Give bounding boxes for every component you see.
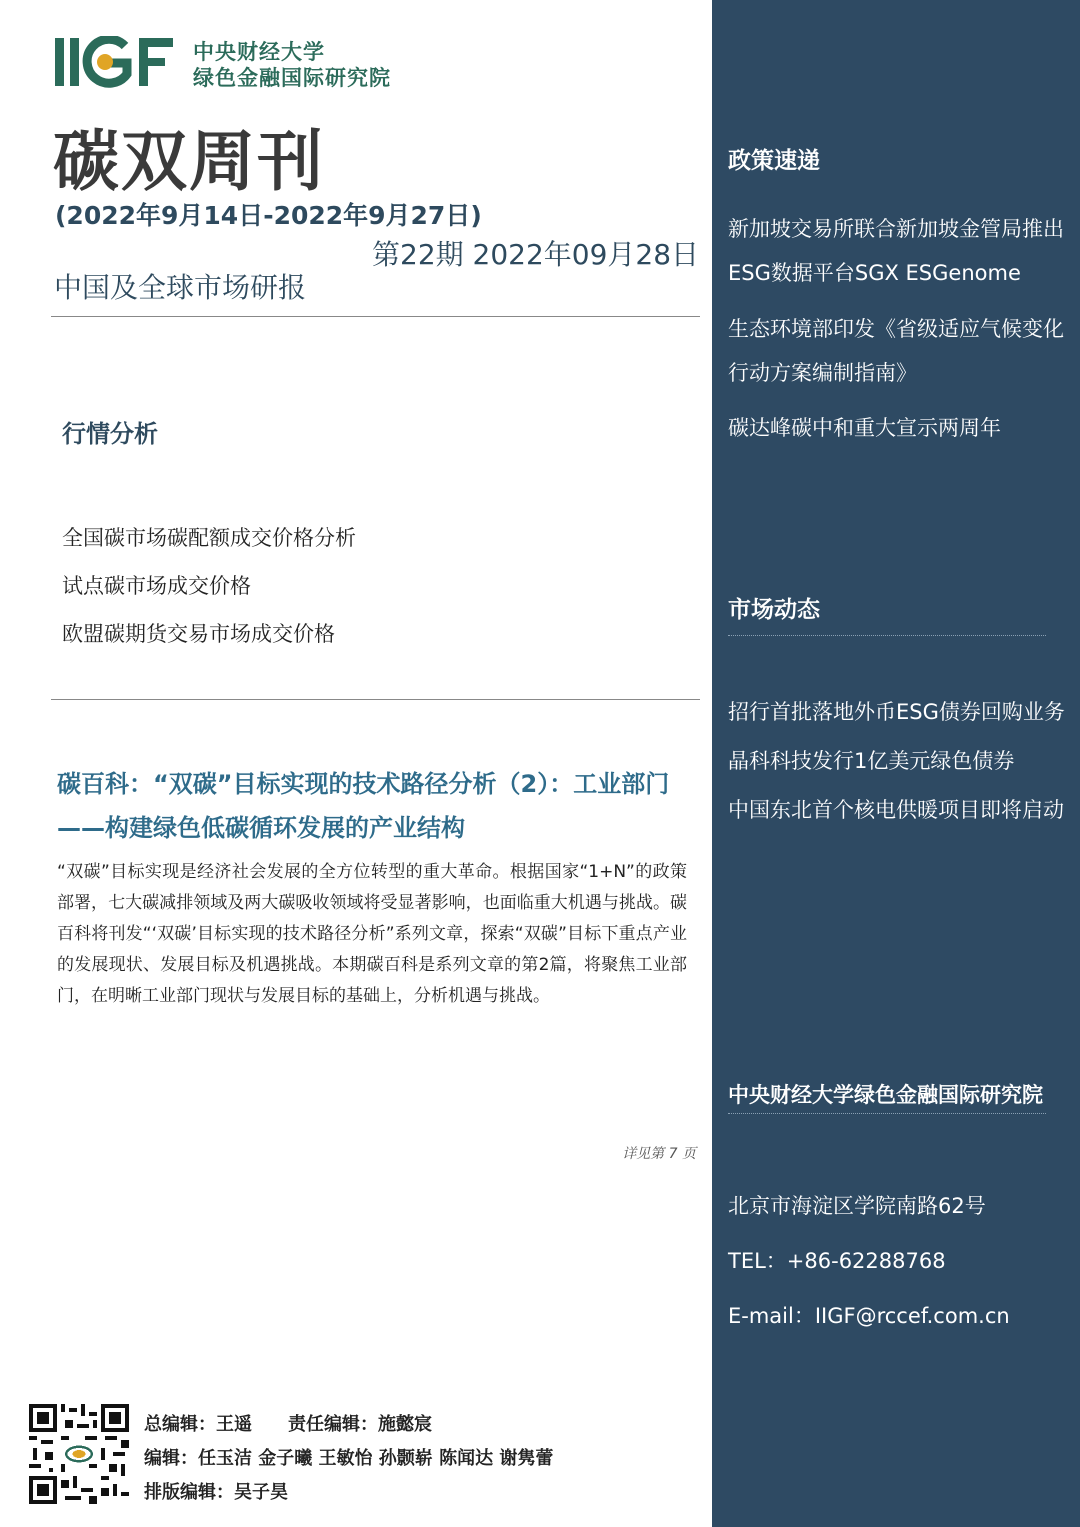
qr-code: [29, 1404, 129, 1504]
see-page-link[interactable]: 详见第 7 页: [622, 1146, 696, 1162]
analysis-item[interactable]: 全国碳市场碳配额成交价格分析: [62, 526, 356, 550]
page-title: 碳双周刊: [53, 123, 325, 200]
page-subtitle: 中国及全球市场研报: [54, 271, 307, 304]
policy-heading: 政策速递: [728, 148, 820, 174]
policy-item[interactable]: 生态环境部印发《省级适应气候变化行动方案编制指南》: [728, 317, 1064, 385]
telephone[interactable]: TEL：+86-62288768: [728, 1249, 946, 1273]
address: 北京市海淀区学院南路62号: [728, 1194, 986, 1218]
market-item[interactable]: 中国东北首个核电供暖项目即将启动: [728, 798, 1064, 822]
divider: [51, 316, 700, 317]
credit-layout-editor: 排版编辑：吴子昊: [144, 1482, 288, 1503]
divider: [51, 699, 700, 700]
issue-info: 第22期 2022年09月28日: [372, 238, 700, 271]
article-body: “双碳”目标实现是经济社会发展的全方位转型的重大革命。根据国家“1+N”的政策部署，七大碳减排领域及两大碳吸收领域将受显著影响，也面临重大机遇与挑战。碳百科将刊发“‘双碳’目标实现的技术路径分析”系列文章，探索“双碳”目标下重点产业的发展现状、发展目标及机遇挑战。本期碳百科是系列文章的第2篇，将聚焦工业部门，在明晰工业部门现状与发展目标的基础上，分析机遇与挑战。: [57, 862, 687, 1006]
iigf-logo: [55, 36, 177, 88]
policy-item[interactable]: 碳达峰碳中和重大宣示两周年: [728, 416, 1001, 440]
credit-editors-chief: 总编辑：王遥 责任编辑：施懿宸: [144, 1414, 432, 1435]
analysis-item[interactable]: 欧盟碳期货交易市场成交价格: [62, 622, 335, 646]
analysis-item[interactable]: 试点碳市场成交价格: [62, 574, 251, 598]
market-item[interactable]: 晶科科技发行1亿美元绿色债券: [728, 749, 1015, 773]
credit-editors: 编辑：任玉洁 金子曦 王敏怡 孙颢崭 陈闻达 谢隽蕾: [144, 1448, 554, 1469]
market-item[interactable]: 招行首批落地外币ESG债券回购业务: [728, 700, 1065, 724]
sidebar-divider: [728, 635, 1046, 636]
org-name-line2: 绿色金融国际研究院: [193, 66, 391, 90]
contact-heading: 中央财经大学绿色金融国际研究院: [728, 1083, 1043, 1107]
date-range: (2022年9月14日-2022年9月27日): [55, 201, 482, 230]
org-name-line1: 中央财经大学: [193, 40, 325, 64]
email[interactable]: E-mail：IIGF@rccef.com.cn: [728, 1304, 1010, 1328]
article-title[interactable]: 碳百科：“双碳”目标实现的技术路径分析（2）：工业部门——构建绿色低碳循环发展的产业结构: [57, 770, 670, 842]
market-heading: 市场动态: [728, 597, 820, 623]
sidebar-divider: [728, 1113, 1046, 1114]
analysis-heading: 行情分析: [62, 420, 158, 448]
policy-item[interactable]: 新加坡交易所联合新加坡金管局推出ESG数据平台SGX ESGenome: [728, 217, 1064, 285]
